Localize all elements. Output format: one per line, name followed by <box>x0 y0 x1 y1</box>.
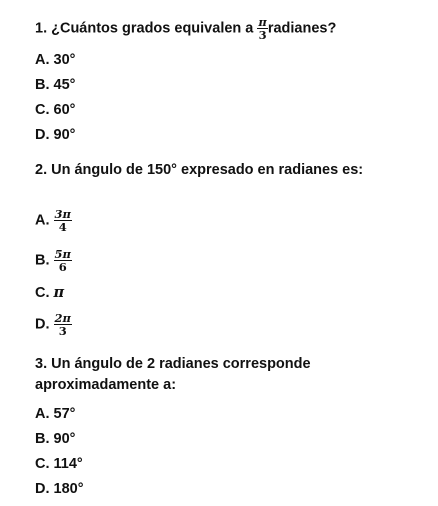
option-letter: C. <box>35 285 50 301</box>
q2-option-a <box>35 208 72 233</box>
option-letter: D. <box>35 127 50 143</box>
q3-option-b <box>35 429 75 449</box>
question-1-fraction <box>257 16 267 41</box>
option-text: 30° <box>53 52 76 68</box>
option-letter: C. <box>35 102 50 118</box>
option-letter: C. <box>35 456 50 472</box>
option-text: π <box>53 284 65 301</box>
option-text: 45° <box>53 77 76 93</box>
option-text: 180° <box>53 481 84 497</box>
option-text: 90° <box>53 431 76 447</box>
option-text: 114° <box>53 456 83 472</box>
question-1-prefix: 1. ¿Cuántos grados equivalen a <box>35 20 258 37</box>
fraction-numerator: 5π <box>54 247 71 261</box>
option-text: 57° <box>53 406 76 422</box>
option-fraction <box>54 248 72 273</box>
fraction-denominator: 6 <box>58 260 67 274</box>
fraction-denominator: 3 <box>58 324 67 338</box>
fraction-numerator: π <box>258 15 267 29</box>
fraction-numerator: 3π <box>54 207 71 221</box>
fraction-numerator: 2π <box>54 311 71 325</box>
q3-option-a <box>35 404 75 424</box>
option-letter: A. <box>35 406 50 422</box>
q3-option-c <box>35 454 83 474</box>
option-text: 90° <box>53 127 76 143</box>
question-1 <box>35 16 415 41</box>
q3-option-d <box>35 479 84 499</box>
q1-option-b <box>35 75 75 95</box>
fraction-denominator: 3 <box>258 28 267 42</box>
option-letter: D. <box>35 481 50 497</box>
option-letter: A. <box>35 212 50 229</box>
q1-option-c <box>35 100 75 120</box>
fraction-denominator: 4 <box>58 220 67 234</box>
option-letter: B. <box>35 77 50 93</box>
q2-option-d <box>35 312 72 337</box>
q2-option-b <box>35 248 72 273</box>
question-2: 2. Un ángulo de 150° expresado en radianes es: <box>35 162 364 178</box>
option-fraction <box>54 208 72 233</box>
question-1-suffix: radianes? <box>267 20 337 37</box>
option-text: 60° <box>53 102 76 118</box>
question-3: 3. Un ángulo de 2 radianes corresponde aproximadamente a: <box>35 356 311 393</box>
option-fraction <box>54 312 72 337</box>
option-letter: A. <box>35 52 50 68</box>
option-letter: B. <box>35 252 50 269</box>
option-letter: D. <box>35 316 50 333</box>
q2-option-c <box>35 283 64 303</box>
q1-option-a <box>35 50 75 70</box>
q1-option-d <box>35 125 75 145</box>
option-letter: B. <box>35 431 50 447</box>
